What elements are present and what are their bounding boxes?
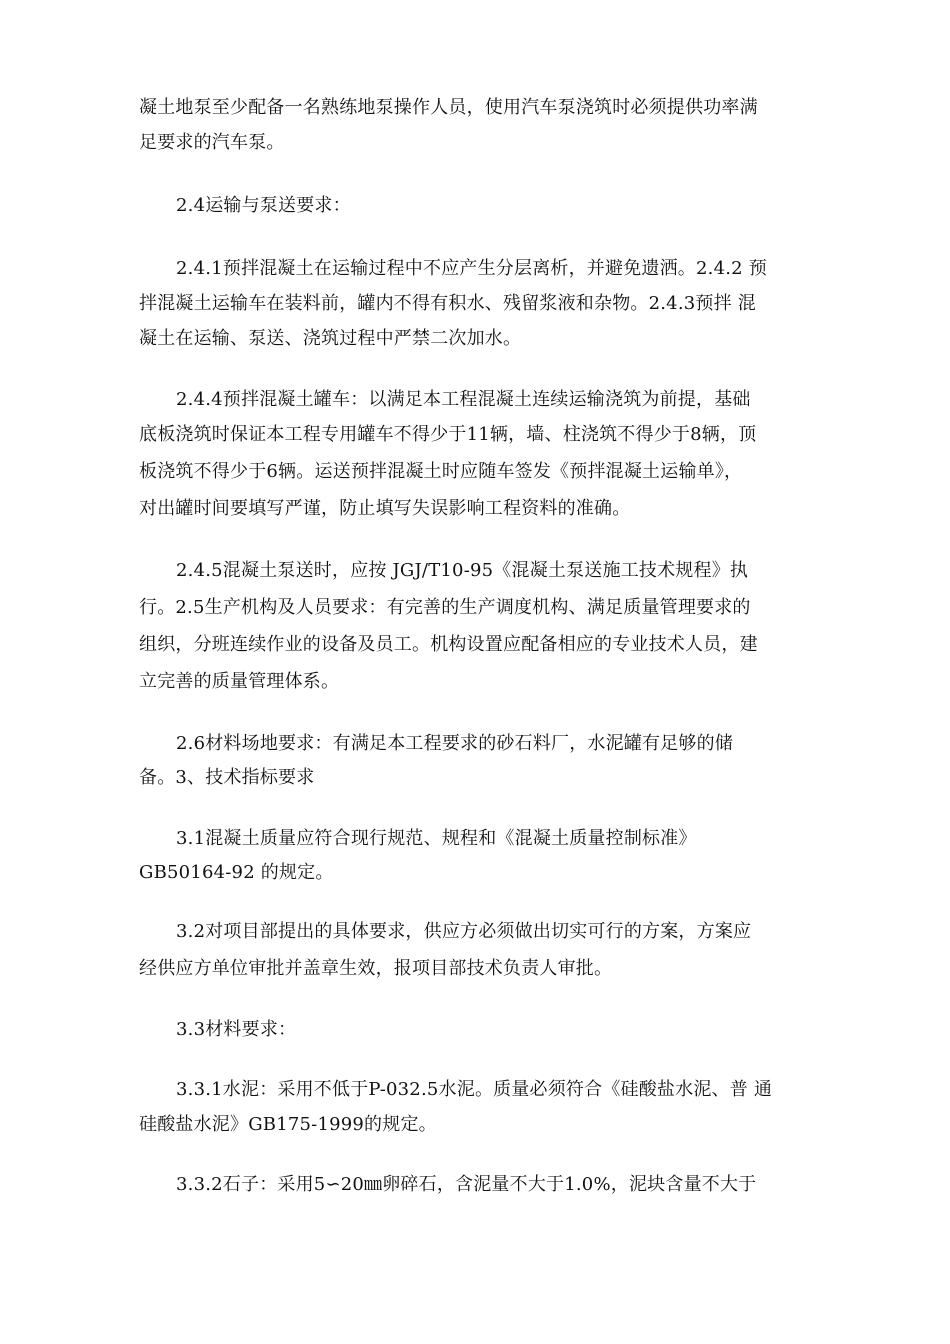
text-line: 备。3、技术指标要求 [139,767,315,788]
text-line: 3.2对项目部提出的具体要求，供应方必须做出切实可行的方案，方案应 [176,921,752,942]
section-heading: 3.3材料要求： [176,1019,297,1040]
text-line: 凝土地泵至少配备一名熟练地泵操作人员，使用汽车泵浇筑时必须提供功率满 [139,97,758,118]
text-line: 2.4.5混凝土泵送时，应按 JGJ/T10-95《混凝土泵送施工技术规程》执 [176,560,749,581]
section-heading: 2.4运输与泵送要求： [176,195,351,216]
text-line: 凝土在运输、泵送、浇筑过程中严禁二次加水。 [139,328,522,349]
text-line: 硅酸盐水泥》GB175-1999的规定。 [139,1114,437,1135]
text-line: 2.6材料场地要求：有满足本工程要求的砂石料厂，水泥罐有足够的储 [176,733,734,754]
text-line: 底板浇筑时保证本工程专用罐车不得少于11辆，墙、柱浇筑不得少于8辆，顶 [139,424,757,445]
text-line: 3.3.1水泥：采用不低于P-032.5水泥。质量必须符合《硅酸盐水泥、普 通 [176,1079,773,1100]
text-line: 组织，分班连续作业的设备及员工。机构设置应配备相应的专业技术人员，建 [139,634,758,655]
text-line: 经供应方单位审批并盖章生效，报项目部技术负责人审批。 [139,958,613,979]
text-line: 3.3.2石子：采用5∽20㎜卵碎石，含泥量不大于1.0%，泥块含量不大于 [176,1174,757,1195]
text-line: 对出罐时间要填写严谨，防止填写失误影响工程资料的准确。 [139,498,631,519]
text-line: GB50164-92 的规定。 [139,862,334,883]
text-line: 拌混凝土运输车在装料前，罐内不得有积水、残留浆液和杂物。2.4.3预拌 混 [139,293,756,314]
text-line: 2.4.1预拌混凝土在运输过程中不应产生分层离析，并避免遗洒。2.4.2 预 [176,258,767,279]
text-line: 立完善的质量管理体系。 [139,671,340,692]
text-line: 2.4.4预拌混凝土罐车：以满足本工程混凝土连续运输浇筑为前提，基础 [176,389,751,410]
text-line: 板浇筑不得少于6辆。运送预拌混凝土时应随车签发《预拌混凝土运输单》， [139,461,743,482]
text-line: 足要求的汽车泵。 [139,132,285,153]
text-line: 3.1混凝土质量应符合现行规范、规程和《混凝土质量控制标准》 [176,828,697,849]
text-line: 行。2.5生产机构及人员要求：有完善的生产调度机构、满足质量管理要求的 [139,597,751,618]
